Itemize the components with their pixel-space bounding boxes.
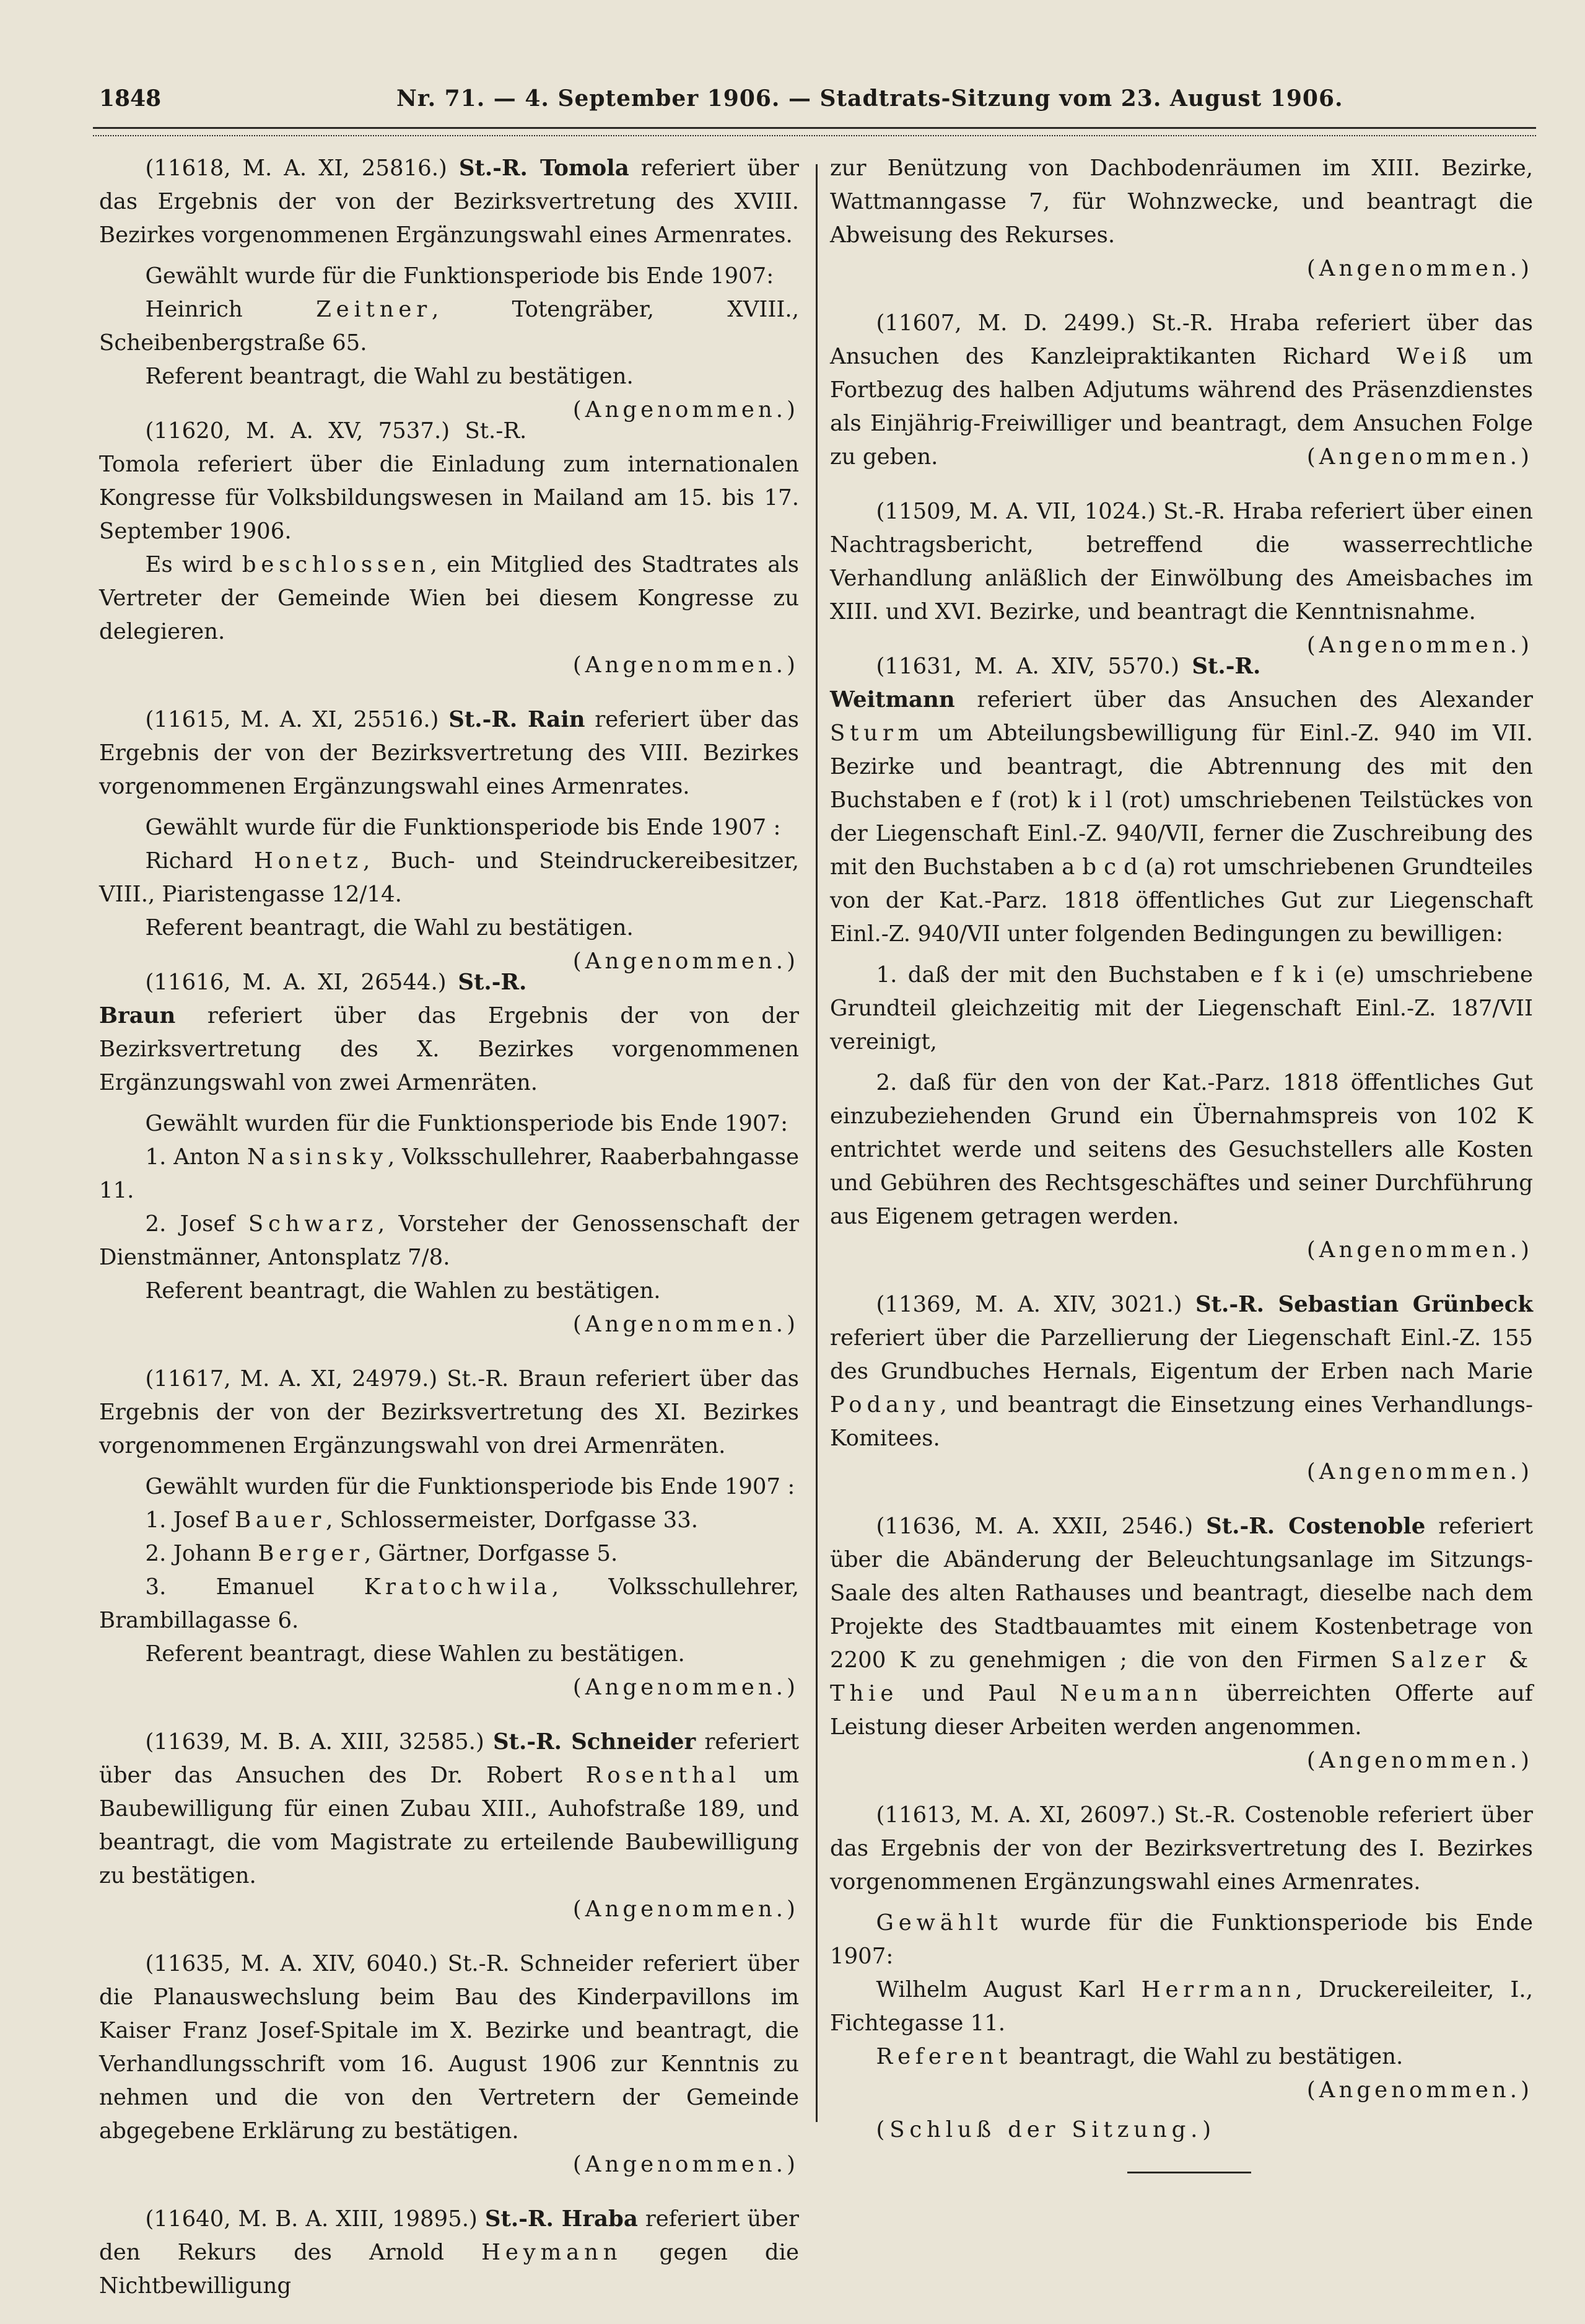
elected-person: 1. Josef Bauer, Schlossermeister, Dorfgasse 33. xyxy=(145,1507,699,1533)
motion-line: Referent beantragt, die Wahl zu bestätigen. (Angenommen.) xyxy=(99,911,799,945)
session-closing: (Schluß der Sitzung.) xyxy=(876,2117,1216,2142)
resolution-line: Es wird beschlossen, ein Mitglied des Stadtrates als Vertreter der Gemeinde Wien bei diesem Kongresse zu delegieren. xyxy=(99,552,799,644)
entry-11620 xyxy=(99,414,799,682)
end-rule xyxy=(1127,2172,1251,2173)
result-label: (Angenommen.) xyxy=(572,2152,799,2177)
result-label: (Angenommen.) xyxy=(572,652,799,678)
entry-text: überreichten Offerte auf Leistung dieser Arbeiten werden angenommen. xyxy=(830,1681,1533,1740)
councillor-name: St.-R. Schneider xyxy=(492,1729,696,1755)
councillor-name: St.-R. Hraba xyxy=(1163,499,1303,524)
entry-text: referiert über einen Nachtragsbericht, betreffend die wasserrechtliche Verhandlung anläßlich der Einwölbung des Ameisbaches im XIII. und XVI. Bezirke, und beantragt die Kenntnisnahme. xyxy=(830,499,1533,625)
result-label: (Angenommen.) xyxy=(572,949,799,974)
entry-text: referiert über das Ergebnis der von der Bezirksvertretung des VIII. Bezirkes vorgenommenen Ergänzungswahl eines Armenrates. xyxy=(99,707,799,799)
entry-11640 xyxy=(99,2203,799,2303)
entry-text: um Abteilungsbewilligung für Einl.-Z. 940 im VII. Bezirke und beantragt, die Abtrennung des mit den Buchstaben e f (rot) k i l (rot) umschriebenen Teilstückes von der Liegenschaft Einl.-Z. 940/VII, ferner die Zuschreibung des mit den Buchstaben a b c d (a) rot umschriebenen Grundteiles von der Kat.-Parz. 1818 öffentliches Gut zur Liegenschaft Einl.-Z. 940/VII unter folgenden Bedingungen zu bewilligen: xyxy=(830,721,1533,947)
entry-text: referiert über die Einladung zum internationalen Kongresse für Volksbildungswesen in Mailand am 15. bis 17. September 1906. xyxy=(99,452,799,544)
entry-11607 xyxy=(830,307,1533,474)
entry-reference: (11617, M. A. XI, 24979.) xyxy=(145,1366,438,1392)
entry-text: referiert über die Parzellierung der Liegenschaft Einl.-Z. 155 des Grundbuches Hernals, Eigentum der Erben nach Marie xyxy=(830,1325,1533,1384)
result-label: (Angenommen.) xyxy=(1306,1459,1533,1484)
result-label: (Angenommen.) xyxy=(572,1896,799,1922)
elected-person: Wilhelm August Karl Herrmann, Druckereileiter, I., Fichtegasse 11. xyxy=(830,1977,1533,2036)
entry-reference: (11620, M. A. XV, 7537.) xyxy=(145,418,450,444)
entry-text: referiert über das Ansuchen des Dr. Robert xyxy=(99,1729,800,1788)
entry-text: , und beantragt die Einsetzung eines Verhandlungs-Komitees. xyxy=(830,1392,1533,1451)
entry-11640-continued xyxy=(830,152,1533,286)
election-statement: Gewählt wurde für die Funktionsperiode bis Ende 1907: xyxy=(830,1910,1533,1969)
applicant-name: Weiß xyxy=(1396,344,1472,369)
motion-line: Referent beantragt, die Wahlen zu bestätigen. xyxy=(145,1278,661,1304)
councillor-name: St.-R. Braun xyxy=(447,1366,587,1392)
entry-11615 xyxy=(99,703,799,974)
entry-reference: (11613, M. A. XI, 26097.) xyxy=(876,1802,1166,1828)
entry-text: und Paul xyxy=(922,1681,1036,1706)
entry-11636 xyxy=(830,1510,1533,1778)
left-column xyxy=(99,152,799,2324)
entry-reference: (11615, M. A. XI, 25516.) xyxy=(145,707,439,732)
result-label: (Angenommen.) xyxy=(1306,1237,1533,1263)
result-label: (Angenommen.) xyxy=(572,397,799,423)
entry-11635 xyxy=(99,1947,799,2181)
page-number: 1848 xyxy=(99,86,162,112)
councillor-name: St.-R. Hraba xyxy=(484,2206,638,2232)
column-divider xyxy=(816,164,818,2122)
entry-text: zur Benützung von Dachbodenräumen im XIII. Bezirke, Wattmanngasse 7, für Wohnzwecke, und beantragt die Abweisung des Rekurses. xyxy=(830,156,1533,248)
entry-11618 xyxy=(99,152,799,423)
councillor-name: St.-R. Tomola xyxy=(458,156,629,181)
councillor-name: St.-R. Costenoble xyxy=(1174,1802,1369,1828)
page-header xyxy=(99,81,1443,118)
condition-2: 2. daß für den von der Kat.-Parz. 1818 öffentliches Gut einzubeziehenden Grund ein Übernahmspreis von 102 K entrichtet werde und seitens des Gesuchstellers alle Kosten und Gebühren des Rechtsgeschäftes und seiner Durchführung aus Eigenem getragen werden. xyxy=(830,1070,1533,1229)
motion-line: Referent beantragt, die Wahl zu bestätigen. (Angenommen.) xyxy=(99,360,799,393)
councillor-name: St.-R. Hraba xyxy=(1151,310,1300,336)
applicant-name: Rosenthal xyxy=(585,1763,741,1788)
entry-reference: (11509, M. A. VII, 1024.) xyxy=(876,499,1156,524)
entry-11616 xyxy=(99,966,799,1341)
entry-text: um Baubewilligung für einen Zubau XIII., Auhofstraße 189, und beantragt, die vom Magistrate zu erteilende Baubewilligung zu bestätigen. xyxy=(99,1763,799,1888)
condition-1: 1. daß der mit den Buchstaben e f k i (e) umschriebene Grundteil gleichzeitig mit der Liegenschaft Einl.-Z. 187/VII vereinigt, xyxy=(830,962,1533,1055)
entry-11613 xyxy=(830,1799,1533,2173)
entry-text: referiert über das Ergebnis der von der Bezirksvertretung des XI. Bezirkes vorgenommenen Ergänzungswahl von drei Armenräten. xyxy=(99,1366,799,1458)
councillor-name: St.-R. Braun xyxy=(99,970,527,1028)
entry-text: gegen die Nichtbewilligung xyxy=(99,2240,799,2299)
councillor-name: St.-R. Schneider xyxy=(447,1951,633,1976)
elected-person: Heinrich Zeitner, Totengräber, XVIII., Scheibenbergstraße 65. xyxy=(99,297,799,356)
applicant-name: Sturm xyxy=(830,721,924,746)
result-label: (Angenommen.) xyxy=(1306,2077,1533,2103)
councillor-name: St.-R. Sebastian Grünbeck xyxy=(1195,1292,1533,1317)
entry-reference: (11639, M. B. A. XIII, 32585.) xyxy=(145,1729,484,1755)
entry-reference: (11635, M. A. XIV, 6040.) xyxy=(145,1951,438,1976)
running-title: Nr. 71. — 4. September 1906. — Stadtrats-Sitzung vom 23. August 1906. xyxy=(396,86,1343,112)
entry-reference: (11636, M. A. XXII, 2546.) xyxy=(876,1514,1194,1539)
entry-11639 xyxy=(99,1725,799,1926)
result-label: (Angenommen.) xyxy=(572,1312,799,1337)
entry-11617 xyxy=(99,1362,799,1704)
entry-reference: (11640, M. B. A. XIII, 19895.) xyxy=(145,2206,478,2232)
result-label: (Angenommen.) xyxy=(1306,633,1533,658)
entry-11631 xyxy=(830,650,1533,1267)
election-statement: Gewählt wurden für die Funktionsperiode bis Ende 1907: xyxy=(145,1111,788,1136)
entry-text: referiert über das Ergebnis der von der Bezirksvertretung des XVIII. Bezirkes vorgenommenen Ergänzungswahl eines Armenrates. xyxy=(99,156,799,248)
result-label: (Angenommen.) xyxy=(1306,1748,1533,1773)
entry-11509 xyxy=(830,495,1533,658)
entry-text: referiert über das Ansuchen des Alexander xyxy=(977,687,1533,713)
header-rule xyxy=(93,127,1536,136)
election-statement: Gewählt wurde für die Funktionsperiode bis Ende 1907: xyxy=(145,263,774,289)
entry-text: referiert über das Ansuchen des Kanzleipraktikanten Richard xyxy=(830,310,1533,369)
entry-text: referiert über das Ergebnis der von der Bezirksvertretung des X. Bezirkes vorgenommenen Ergänzungswahl von zwei Armenräten. xyxy=(99,1003,799,1095)
councillor-name: St.-R. Costenoble xyxy=(1206,1514,1426,1539)
elected-person: 2. Johann Berger, Gärtner, Dorfgasse 5. xyxy=(145,1541,618,1566)
entry-text: referiert über das Ergebnis der von der Bezirksvertretung des I. Bezirkes vorgenommenen Ergänzungswahl eines Armenrates. xyxy=(830,1802,1534,1895)
entry-reference: (11607, M. D. 2499.) xyxy=(876,310,1135,336)
entry-text: um Fortbezug des halben Adjutums während des Präsenzdienstes als Einjährig-Freiwilliger und beantragt, dem Ansuchen Folge zu geben. xyxy=(830,344,1533,470)
result-label: (Angenommen.) xyxy=(1306,444,1533,470)
entry-reference: (11631, M. A. XIV, 5570.) xyxy=(876,654,1179,679)
entry-text: referiert über die Planauswechslung beim Bau des Kinderpavillons im Kaiser Franz Josef-Spitale im X. Bezirke und beantragt, die Verhandlungsschrift vom 16. August 1906 zur Kenntnis zu nehmen und die von den Vertretern der Gemeinde abgegebene Erklärung zu bestätigen. xyxy=(99,1951,800,2144)
councillor-name: St.-R. Weitmann xyxy=(830,654,1261,713)
entry-reference: (11369, M. A. XIV, 3021.) xyxy=(876,1292,1182,1317)
election-statement: Gewählt wurden für die Funktionsperiode bis Ende 1907 : xyxy=(145,1474,795,1499)
applicant-name: Podany xyxy=(830,1392,940,1418)
applicant-name: Heymann xyxy=(481,2240,622,2265)
elected-person: 1. Anton Nasinsky, Volksschullehrer, Raaberbahngasse 11. xyxy=(99,1144,799,1203)
right-column xyxy=(830,152,1533,2195)
councillor-name: St.-R. Tomola xyxy=(99,418,527,477)
entry-text: referiert über die Abänderung der Beleuchtungsanlage im Sitzungs-Saale des alten Rathauses und beantragt, dieselbe nach dem Projekte des Stadtbauamtes mit einem Kostenbetrage von 2200 K zu genehmigen ; die von den Firmen xyxy=(830,1514,1533,1673)
firm-name: Salzer & Thie xyxy=(830,1647,1534,1706)
entry-11369 xyxy=(830,1288,1533,1489)
elected-person: Richard Honetz, Buch- und Steindruckereibesitzer, VIII., Piaristengasse 12/14. xyxy=(99,848,799,907)
elected-person: 2. Josef Schwarz, Vorsteher der Genossenschaft der Dienstmänner, Antonsplatz 7/8. xyxy=(99,1211,799,1270)
result-label: (Angenommen.) xyxy=(1306,256,1533,281)
firm-name: Neumann xyxy=(1060,1681,1203,1706)
election-statement: Gewählt wurde für die Funktionsperiode bis Ende 1907 : xyxy=(145,815,781,840)
entry-reference: (11616, M. A. XI, 26544.) xyxy=(145,970,447,995)
result-label: (Angenommen.) xyxy=(572,1675,799,1700)
motion-line: Referent beantragt, die Wahl zu bestätigen. xyxy=(876,2044,1404,2069)
councillor-name: St.-R. Rain xyxy=(448,707,585,732)
elected-person: 3. Emanuel Kratochwila, Volksschullehrer, Brambillagasse 6. xyxy=(99,1574,799,1633)
entry-reference: (11618, M. A. XI, 25816.) xyxy=(145,156,447,181)
entry-text: referiert über den Rekurs des Arnold xyxy=(99,2206,800,2265)
motion-line: Referent beantragt, diese Wahlen zu bestätigen. xyxy=(145,1641,685,1667)
